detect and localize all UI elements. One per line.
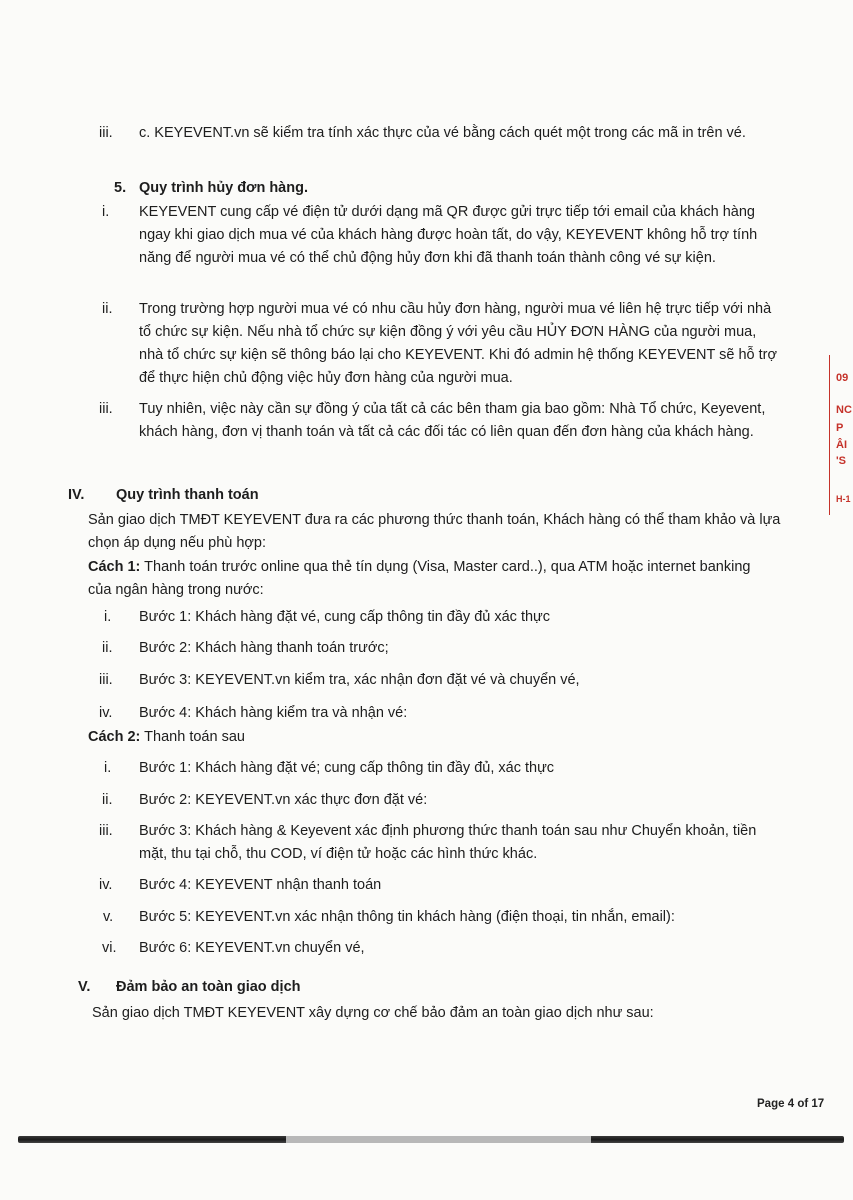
page-label: Page [757, 1098, 785, 1110]
page-total: 17 [811, 1098, 825, 1110]
section-heading [78, 976, 578, 999]
list-number: ii. [102, 640, 113, 656]
list-item [99, 820, 782, 866]
list-number: iii. [99, 125, 113, 141]
list-text: KEYEVENT cung cấp vé điện tử dưới dạng mã QR được gửi trực tiếp tới email của khách hàng ngay khi giao dịch mua vé của khách hàng được hoàn tất, do vậy, KEYEVENT không hỗ trợ tính năng để người mua vé có thể chủ động hủy đơn khi đã thanh toán thành công vé sự kiện. [139, 204, 758, 266]
list-number: ii. [102, 792, 113, 808]
list-item [102, 298, 782, 390]
list-text: Bước 5: KEYEVENT.vn xác nhận thông tin khách hàng (điện thoại, tin nhắn, email): [139, 909, 675, 925]
list-text: Trong trường hợp người mua vé có nhu cầu hủy đơn hàng, người mua vé liên hệ trực tiếp với nhà tổ chức sự kiện. Nếu nhà tổ chức sự kiện đồng ý với yêu cầu HỦY ĐƠN HÀNG của người mua, nhà tổ chức sự kiện sẽ thông báo lại cho KEYEVENT. Khi đó admin hệ thống KEYEVENT sẽ hỗ trợ để thực hiện chủ động việc hủy đơn hàng của người mua. [139, 301, 778, 386]
method-text: Thanh toán trước online qua thẻ tín dụng (Visa, Master card..), qua ATM hoặc internet banking của ngân hàng trong nước: [88, 559, 751, 598]
list-number: iii. [99, 672, 113, 688]
heading-number: V. [78, 979, 91, 995]
list-item [104, 606, 784, 629]
page-current: 4 [787, 1098, 795, 1110]
footer-rule-highlight [286, 1136, 591, 1143]
list-item [102, 937, 785, 960]
method-label: Cách 1: [88, 559, 141, 575]
section-heading [68, 484, 568, 507]
list-number: iv. [99, 877, 113, 893]
list-item [102, 201, 782, 270]
list-number: vi. [102, 940, 117, 956]
paragraph: Sản giao dịch TMĐT KEYEVENT xây dựng cơ chế bảo đảm an toàn giao dịch như sau: [92, 1005, 654, 1021]
list-number: i. [104, 609, 112, 625]
footer-rule [18, 1136, 844, 1143]
list-text: Bước 2: Khách hàng thanh toán trước; [139, 640, 389, 656]
list-item [104, 757, 784, 780]
list-item [99, 669, 782, 692]
list-item [103, 906, 786, 929]
list-number: i. [104, 760, 112, 776]
list-number: v. [103, 909, 114, 925]
list-number: i. [102, 204, 110, 220]
paragraph [88, 726, 768, 749]
list-item [99, 398, 782, 444]
list-text: Tuy nhiên, việc này cần sự đồng ý của tất cả các bên tham gia bao gồm: Nhà Tổ chức, Keyevent, khách hàng, đơn vị thanh toán và tất cả các đối tác có liên quan đến đơn hàng của khách hàng. [139, 401, 766, 440]
list-text: Bước 3: KEYEVENT.vn kiểm tra, xác nhận đơn đặt vé và chuyển vé, [139, 672, 580, 688]
paragraph: Sản giao dịch TMĐT KEYEVENT đưa ra các phương thức thanh toán, Khách hàng có thể tham khảo và lựa chọn áp dụng nếu phù hợp: [88, 512, 781, 551]
list-text: Bước 6: KEYEVENT.vn chuyển vé, [139, 940, 365, 956]
list-item [99, 874, 782, 897]
list-number: iii. [99, 401, 113, 417]
list-text: c. KEYEVENT.vn sẽ kiểm tra tính xác thực của vé bằng cách quét một trong các mã in trên vé. [139, 125, 746, 141]
list-text: Bước 4: KEYEVENT nhận thanh toán [139, 877, 382, 893]
list-item [102, 789, 782, 812]
paragraph [88, 556, 768, 602]
list-text: Bước 2: KEYEVENT.vn xác thực đơn đặt vé: [139, 792, 428, 808]
heading-number: IV. [68, 487, 85, 503]
list-item [99, 122, 779, 145]
list-text: Bước 1: Khách hàng đặt vé, cung cấp thông tin đầy đủ xác thực [139, 609, 551, 625]
heading-text: Đảm bảo an toàn giao dịch [116, 979, 301, 995]
page-number [757, 1098, 824, 1110]
list-text: Bước 3: Khách hàng & Keyevent xác định phương thức thanh toán sau như Chuyển khoản, tiền mặt, thu tại chỗ, thu COD, ví điện tử hoặc các hình thức khác. [139, 823, 757, 862]
list-item [102, 637, 782, 660]
list-text: Bước 4: Khách hàng kiểm tra và nhận vé: [139, 705, 408, 721]
seal-stamp-fragment: 09 NC P ÂI 'S H-1 [829, 355, 853, 515]
list-number: iv. [99, 705, 113, 721]
list-text: Bước 1: Khách hàng đặt vé; cung cấp thông tin đầy đủ, xác thực [139, 760, 555, 776]
list-number: iii. [99, 823, 113, 839]
section-heading [114, 177, 614, 200]
heading-text: Quy trình hủy đơn hàng. [139, 180, 308, 196]
page-of: of [797, 1098, 809, 1110]
method-text: Thanh toán sau [144, 729, 245, 745]
list-number: ii. [102, 301, 113, 317]
method-label: Cách 2: [88, 729, 141, 745]
heading-text: Quy trình thanh toán [116, 487, 259, 503]
list-item [99, 702, 782, 725]
heading-number: 5. [114, 180, 127, 196]
